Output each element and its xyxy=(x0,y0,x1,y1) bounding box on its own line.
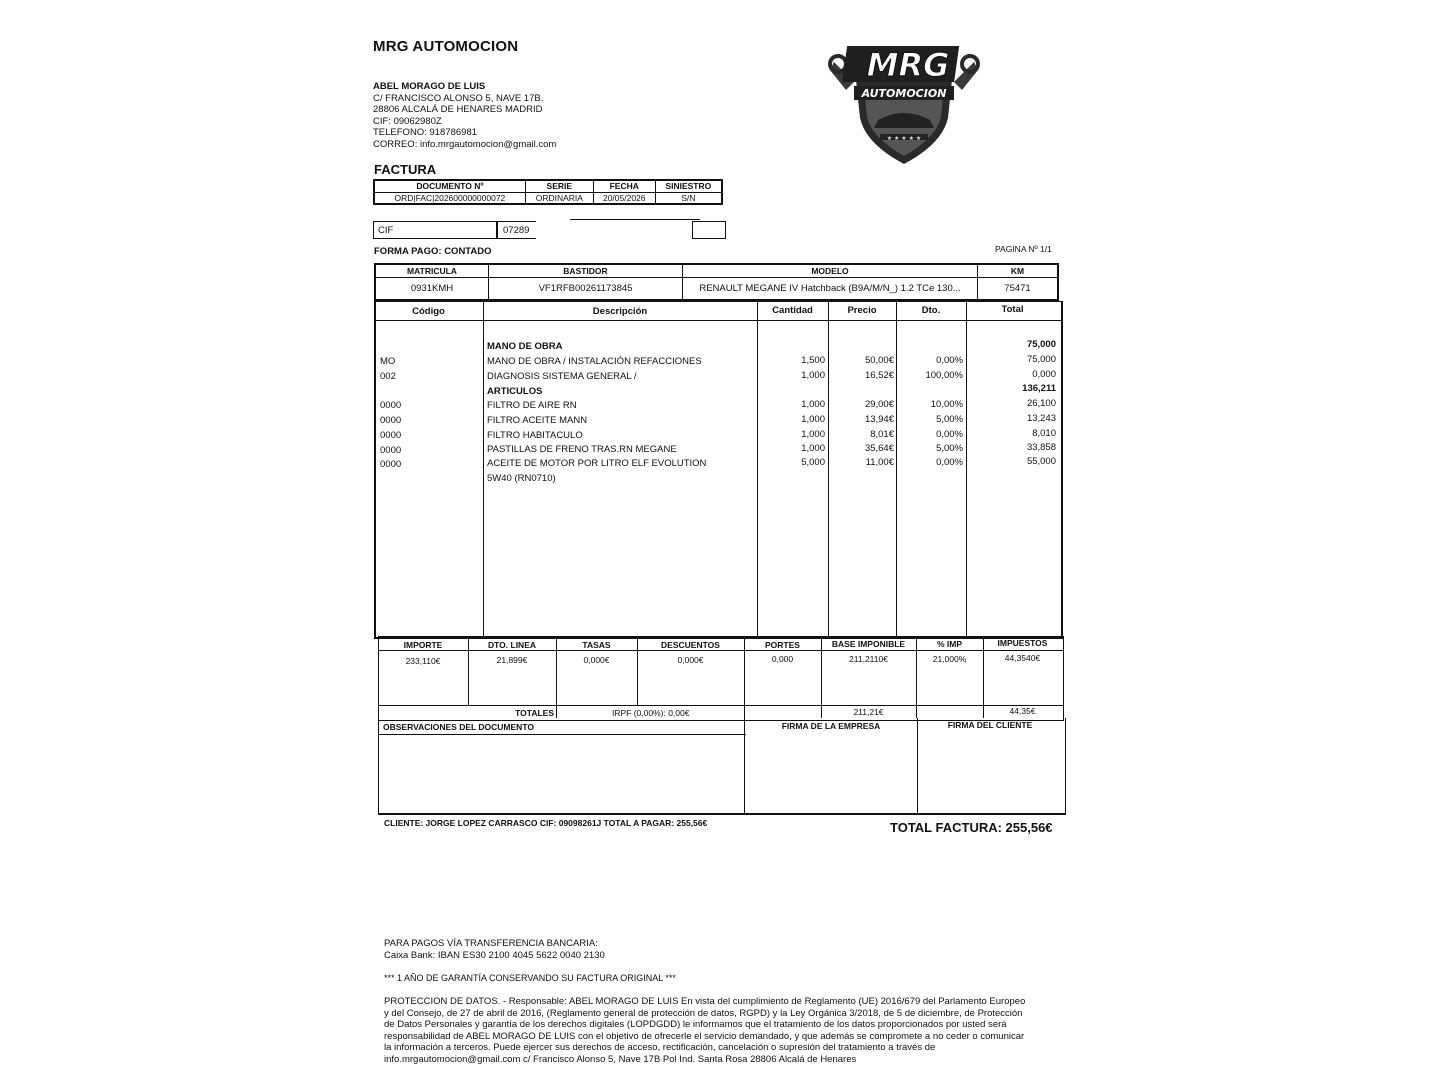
observations-divider xyxy=(378,734,746,735)
company-owner: ABEL MORAGO DE LUIS xyxy=(373,81,486,92)
line-dto: 100,00% xyxy=(925,370,963,381)
line-qty: 1,000 xyxy=(801,370,825,381)
irpf-value: IRPF (0,00%): 0,00€ xyxy=(612,708,690,718)
line-desc: FILTRO DE AIRE RN xyxy=(487,400,577,411)
summary-portes: 0,000 xyxy=(771,654,794,664)
base-total: 211,21€ xyxy=(853,707,884,717)
privacy-notice xyxy=(384,996,1068,1066)
signature-divider-2 xyxy=(917,718,918,814)
siniestro-value: S/N xyxy=(655,192,722,204)
line-code: 0000 xyxy=(380,445,402,456)
line-code: 002 xyxy=(380,371,396,382)
line-total: 8,010 xyxy=(1032,428,1056,439)
line-desc: MANO DE OBRA / INSTALACIÓN REFACCIONES xyxy=(487,356,702,367)
privacy-line: y del Consejo, de 27 de abril de 2016, (Reglamento general de protección de datos, RGPD) y la Ley Orgánica 3/2018, de 5 de diciembre, de Protección xyxy=(384,1007,1023,1019)
km-value: 75471 xyxy=(978,277,1059,300)
line-dto: 0,00% xyxy=(936,355,963,366)
bastidor-header: BASTIDOR xyxy=(489,264,683,277)
privacy-line: responsabilidad de ABEL MORAGO DE LUIS con el objetivo de ofrecerle el servicio demandado, y que además se compromete a no ceder o comunicar xyxy=(384,1030,1025,1042)
company-name: MRG AUTOMOCION xyxy=(373,38,519,55)
line-desc: FILTRO HABITACULO xyxy=(487,430,583,441)
summary-header-pct-imp: % IMP xyxy=(936,639,963,649)
line-total: 136,211 xyxy=(1022,383,1056,394)
total-factura: TOTAL FACTURA: 255,56€ xyxy=(890,820,1053,835)
line-qty: 1,000 xyxy=(801,443,825,454)
fecha-header: FECHA xyxy=(593,180,655,192)
privacy-line: la información a terceros. Puede ejercer sus derechos de acceso, rectificación, cancelación o supresión del tratamiento a través de xyxy=(384,1042,936,1054)
col-header-precio: Precio xyxy=(847,305,877,316)
col-header-cantidad: Cantidad xyxy=(772,305,813,316)
line-dto: 5,00% xyxy=(936,443,963,454)
observations-box xyxy=(378,718,1066,815)
summary-header-impuestos: IMPUESTOS xyxy=(997,638,1048,648)
line-qty: 1,000 xyxy=(801,414,825,425)
redaction-line xyxy=(570,219,700,220)
privacy-line: PROTECCION DE DATOS. - Responsable: ABEL MORAGO DE LUIS En vista del cumplimiento de Reglamento (UE) 2016/679 del Parlamento Europeo xyxy=(384,996,1026,1007)
summary-tasas: 0,000€ xyxy=(583,655,610,665)
col-divider-4 xyxy=(896,301,897,638)
line-total: 75,000 xyxy=(1026,339,1056,350)
summary-dto-linea: 21,899€ xyxy=(496,655,528,665)
col-header-codigo: Código xyxy=(412,306,445,317)
line-price: 29,00€ xyxy=(864,399,894,410)
company-address-line-2: 28806 ALCALÁ DE HENARES MADRID xyxy=(373,104,543,116)
line-qty: 5,000 xyxy=(801,457,825,468)
vehicle-table xyxy=(374,263,1059,301)
summary-descuentos: 0,000€ xyxy=(677,655,704,665)
line-price: 11,00€ xyxy=(865,457,894,468)
col-divider-2 xyxy=(757,301,758,638)
summary-importe: 233,110€ xyxy=(405,656,441,666)
company-address-line-1: C/ FRANCISCO ALONSO 5, NAVE 17B. xyxy=(373,92,544,104)
privacy-line: info.mrgautomocion@gmail.com c/ Francisco Alonso 5, Nave 17B Pol Ind. Santa Rosa 28806 Alcalá de Henares xyxy=(384,1053,857,1065)
bastidor-value: VF1RFB00261173845 xyxy=(489,277,683,300)
serie-value: ORDINARIA xyxy=(525,192,593,204)
company-phone: TELEFONO: 918786981 xyxy=(373,127,478,139)
summary-header-descuentos: DESCUENTOS xyxy=(661,640,720,650)
bank-iban: Caixa Bank: IBAN ES30 2100 4045 5622 0040 2130 xyxy=(384,949,605,961)
summary-header-tasas: TASAS xyxy=(582,640,611,650)
summary-header-portes: PORTES xyxy=(765,640,800,650)
line-code: 0000 xyxy=(380,459,402,470)
doc-number-header: DOCUMENTO Nº xyxy=(374,180,525,192)
col-divider-3 xyxy=(828,301,829,638)
summary-base-imponible: 211,2110€ xyxy=(849,654,888,664)
summary-header-divider xyxy=(378,650,1064,651)
company-email: CORREO: info.mrgautomocion@gmail.com xyxy=(373,138,557,150)
line-total: 75,000 xyxy=(1026,354,1056,365)
line-dto: 0,00% xyxy=(936,429,963,440)
fecha-value: 20/05/2026 xyxy=(593,192,655,204)
invoice-title: FACTURA xyxy=(374,162,437,177)
modelo-header: MODELO xyxy=(683,264,978,277)
summary-pct-imp: 21,000% xyxy=(932,654,967,664)
mrg-logo-icon xyxy=(826,40,982,168)
line-qty: 1,500 xyxy=(801,355,825,366)
col-divider-5 xyxy=(966,301,967,638)
siniestro-header: SINIESTRO xyxy=(655,180,722,192)
client-cif-value-box xyxy=(497,221,536,239)
line-total: 33,858 xyxy=(1026,442,1056,453)
line-desc: DIAGNOSIS SISTEMA GENERAL / xyxy=(487,371,637,382)
line-price: 8,01€ xyxy=(870,429,894,440)
svg-text:★ ★ ★ ★ ★: ★ ★ ★ ★ ★ xyxy=(886,135,922,142)
firma-empresa-label: FIRMA DE LA EMPRESA xyxy=(781,721,881,731)
col-divider-1 xyxy=(483,301,484,638)
line-code: 0000 xyxy=(380,415,402,426)
serie-header: SERIE xyxy=(525,180,593,192)
matricula-header: MATRICULA xyxy=(375,264,489,277)
payment-method: FORMA PAGO: CONTADO xyxy=(374,246,492,257)
line-code: 0000 xyxy=(380,430,402,441)
line-total: 13,243 xyxy=(1026,413,1056,424)
line-price: 13,94€ xyxy=(864,414,894,425)
client-cif-label: CIF xyxy=(378,225,394,236)
svg-text:MRG: MRG xyxy=(866,46,950,84)
line-desc: 5W40 (RN0710) xyxy=(487,473,556,484)
line-dto: 5,00% xyxy=(936,414,963,425)
transfer-block xyxy=(384,938,605,961)
warranty-note: *** 1 AÑO DE GARANTÍA CONSERVANDO SU FACTURA ORIGINAL *** xyxy=(384,973,676,983)
document-info-table xyxy=(373,179,723,205)
observations-label: OBSERVACIONES DEL DOCUMENTO xyxy=(383,722,534,732)
totales-label: TOTALES xyxy=(515,708,554,718)
line-dto: 10,00% xyxy=(930,399,963,410)
client-cif-value: 07289 xyxy=(503,225,530,236)
line-total: 0,000 xyxy=(1032,369,1056,380)
summary-impuestos: 44,3540€ xyxy=(1004,653,1041,663)
col-header-dto: Dto. xyxy=(921,305,941,316)
line-desc: ARTICULOS xyxy=(487,386,543,397)
summary-totals-divider xyxy=(378,705,1064,706)
summary-header-dto-linea: DTO. LINEA xyxy=(487,640,536,650)
col-header-descripcion: Descripción xyxy=(592,306,648,317)
doc-number-value: ORD|FAC|202600000000072 xyxy=(374,192,525,204)
line-desc: PASTILLAS DE FRENO TRAS.RN MEGANE xyxy=(487,444,677,455)
summary-header-importe: IMPORTE xyxy=(403,640,443,650)
company-address-block xyxy=(373,81,556,151)
signature-divider-1 xyxy=(744,718,745,814)
firma-cliente-label: FIRMA DEL CLIENTE xyxy=(947,720,1033,730)
line-qty: 1,000 xyxy=(801,399,825,410)
client-cif-end-box xyxy=(692,221,726,239)
transfer-title: PARA PAGOS VÍA TRANSFERENCIA BANCARIA: xyxy=(384,938,598,949)
line-desc: FILTRO ACEITE MANN xyxy=(487,415,588,426)
line-code: MO xyxy=(380,356,396,367)
col-header-total: Total xyxy=(1001,304,1024,315)
lines-header-divider xyxy=(374,320,1063,321)
matricula-value: 0931KMH xyxy=(375,277,489,300)
line-price: 50,00€ xyxy=(864,355,894,366)
company-cif: CIF: 09062980Z xyxy=(373,115,442,127)
page-number: PAGINA Nº 1/1 xyxy=(995,244,1052,254)
line-price: 16,52€ xyxy=(864,370,894,381)
line-desc: MANO DE OBRA xyxy=(487,341,563,352)
summary-header-base-imponible: BASE IMPONIBLE xyxy=(831,639,906,649)
lines-table xyxy=(374,301,1063,639)
client-cif-label-box xyxy=(373,221,497,239)
modelo-value: RENAULT MEGANE IV Hatchback (B9A/M/N_) 1.2 TCe 130... xyxy=(683,277,978,300)
km-header: KM xyxy=(978,264,1059,277)
client-payment-line: CLIENTE: JORGE LOPEZ CARRASCO CIF: 09098261J TOTAL A PAGAR: 255,56€ xyxy=(384,818,708,828)
line-total: 55,000 xyxy=(1026,456,1056,467)
privacy-line: de Datos Personales y garantía de los derechos digitales (LOPDGDD) le informamos que el tratamiento de los datos proporcionados por usted será xyxy=(384,1019,1007,1031)
line-price: 35,64€ xyxy=(864,443,894,454)
line-qty: 1,000 xyxy=(801,429,825,440)
line-dto: 0,00% xyxy=(936,457,963,468)
line-total: 26,100 xyxy=(1026,398,1056,409)
line-desc: ACEITE DE MOTOR POR LITRO ELF EVOLUTION xyxy=(487,458,707,469)
svg-text:AUTOMOCION: AUTOMOCION xyxy=(861,87,947,100)
line-code: 0000 xyxy=(380,400,402,411)
tax-total: 44,35€ xyxy=(1009,706,1036,716)
